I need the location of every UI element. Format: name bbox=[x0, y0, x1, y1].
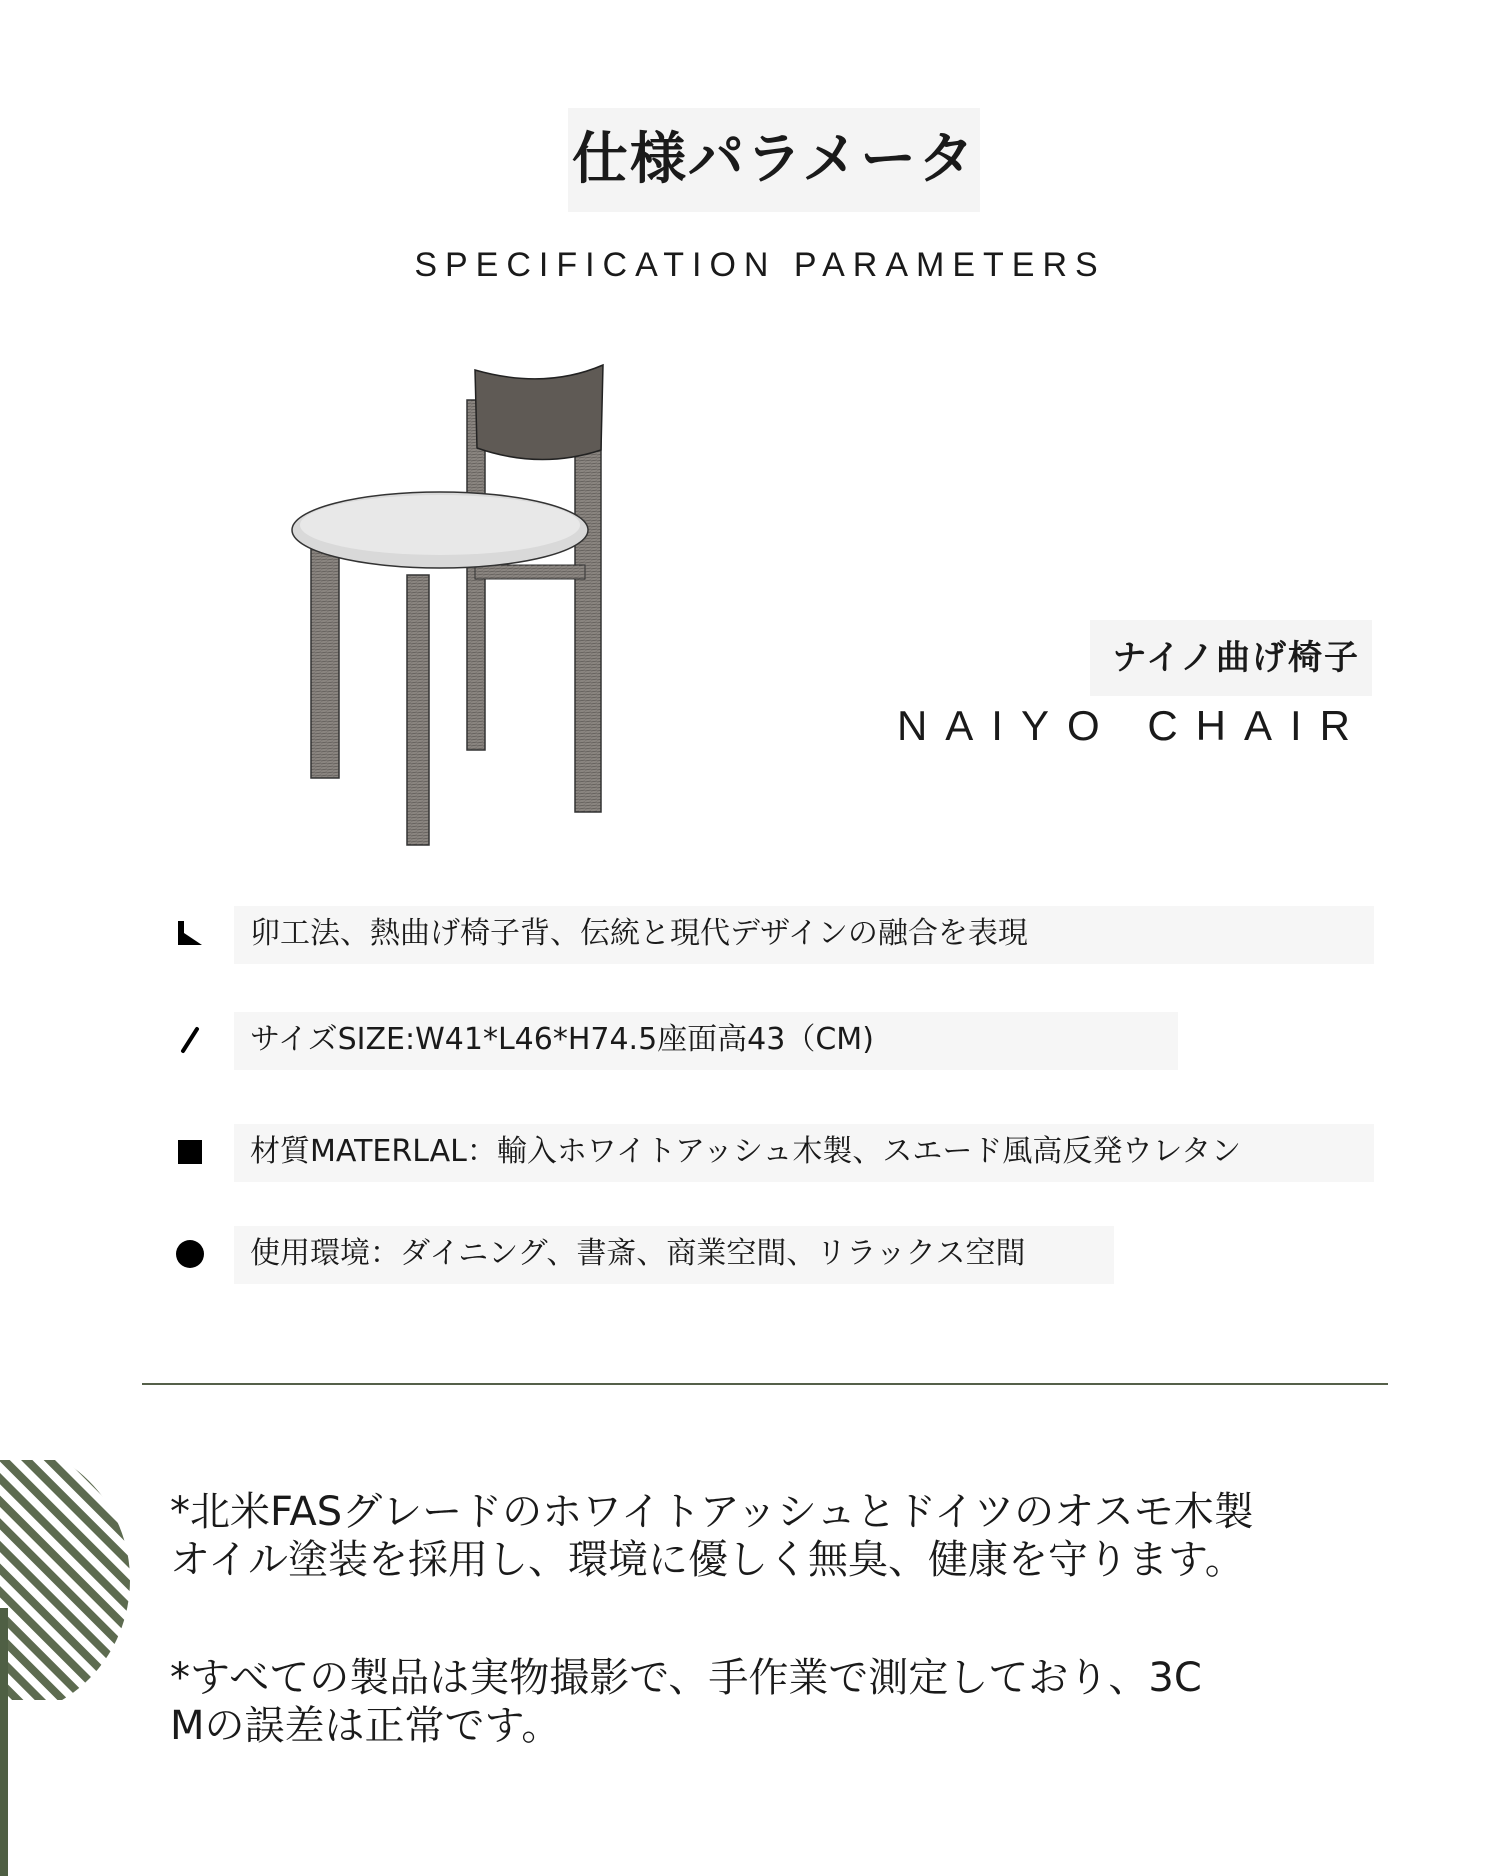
corner-triangle-icon bbox=[172, 916, 208, 952]
spec-text: サイズSIZE:W41*L46*H74.5座面高43（CM) bbox=[250, 1022, 874, 1057]
spec-text: 卯工法、熱曲げ椅子背、伝統と現代デザインの融合を表現 bbox=[250, 916, 1028, 951]
spec-text: 材質MATERLAL：輸入ホワイトアッシュ木製、スエード風高反発ウレタン bbox=[250, 1134, 1242, 1169]
product-name-en: NAIYO CHAIR bbox=[896, 702, 1368, 749]
note-paragraph bbox=[170, 1654, 1390, 1750]
decorative-side-bar bbox=[0, 1608, 8, 1876]
slash-icon bbox=[172, 1022, 208, 1058]
spec-text: 使用環境：ダイニング、書斎、商業空間、リラックス空間 bbox=[250, 1236, 1026, 1271]
page-title: 仕様パラメータ bbox=[571, 127, 977, 192]
divider bbox=[142, 1383, 1388, 1385]
product-name-jp: ナイノ曲げ椅子 bbox=[1112, 638, 1360, 678]
square-icon bbox=[172, 1134, 208, 1170]
note-line: *北米FASグレードのホワイトアッシュとドイツのオスモ木製 bbox=[170, 1489, 1254, 1535]
note-line: *すべての製品は実物撮影で、手作業で測定しており、3C bbox=[170, 1655, 1202, 1701]
note-line: Mの誤差は正常です。 bbox=[170, 1703, 562, 1749]
note-paragraph bbox=[170, 1488, 1390, 1584]
page-subtitle: SPECIFICATION PARAMETERS bbox=[414, 246, 1106, 284]
circle-icon bbox=[172, 1236, 208, 1272]
decorative-striped-circle bbox=[0, 1460, 140, 1700]
chair-illustration bbox=[285, 360, 635, 860]
note-line: オイル塗装を採用し、環境に優しく無臭、健康を守ります。 bbox=[170, 1537, 1245, 1583]
